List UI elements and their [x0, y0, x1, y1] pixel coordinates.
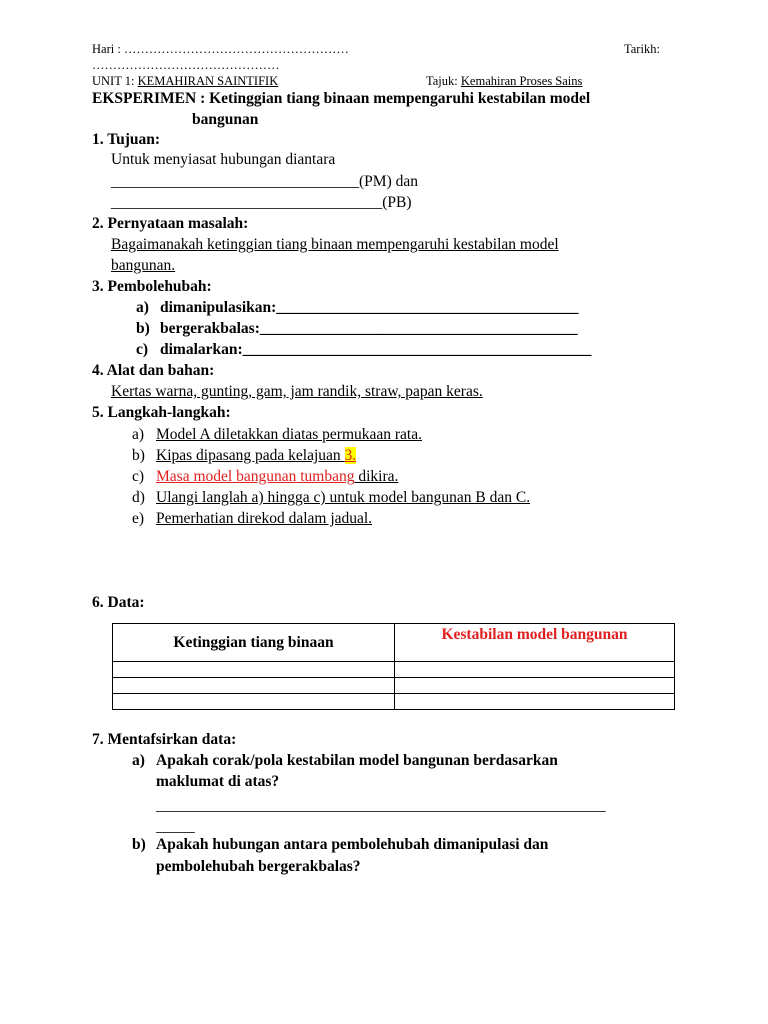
table-cell[interactable]	[113, 678, 395, 694]
item-marker: a)	[132, 426, 145, 443]
tafsir-item-b	[132, 836, 548, 854]
masalah-line2: bangunan.	[111, 257, 176, 274]
table-cell[interactable]	[113, 662, 395, 678]
alat-list: Kertas warna, gunting, gam, jam randik, straw, papan keras.	[111, 383, 483, 400]
data-table	[112, 623, 675, 710]
item-marker: b)	[136, 320, 150, 337]
experiment-title-cont: bangunan	[192, 111, 259, 128]
item-text: bergerakbalas:_________________________________________	[160, 320, 578, 337]
tafsir-item-b-cont: pembolehubah bergerakbalas?	[156, 858, 361, 875]
item-text: dikira.	[354, 468, 399, 485]
langkah-item-c	[132, 468, 398, 486]
section-pembolehubah-heading: 3. Pembolehubah:	[92, 278, 212, 295]
section-tafsir-heading: 7. Mentafsirkan data:	[92, 731, 237, 748]
tujuan-line1: Untuk menyiasat hubungan diantara	[111, 151, 336, 168]
speed-value: 3.	[344, 447, 357, 464]
langkah-item-d	[132, 489, 530, 507]
section-langkah-heading: 5. Langkah-langkah:	[92, 404, 231, 421]
unit-label: UNIT 1:	[92, 74, 135, 88]
tafsir-item-a-cont: maklumat di atas?	[156, 773, 280, 790]
table-cell[interactable]	[395, 678, 675, 694]
item-text: Model A diletakkan diatas permukaan rata.	[156, 426, 422, 443]
item-marker: b)	[132, 836, 146, 853]
section-alat-heading: 4. Alat dan bahan:	[92, 362, 215, 379]
pembolehubah-item-b	[136, 320, 578, 338]
tujuan-blank-pm: ________________________________(PM) dan	[111, 173, 418, 190]
tajuk-label: Tajuk:	[426, 74, 458, 88]
table-row	[113, 694, 675, 710]
tafsir-answer-blank: __________________________________________________________	[156, 797, 606, 814]
section-masalah-heading: 2. Pernyataan masalah:	[92, 215, 249, 232]
unit-name: KEMAHIRAN SAINTIFIK	[137, 74, 279, 88]
pembolehubah-item-a	[136, 299, 579, 317]
table-header-kestabilan: Kestabilan model bangunan	[395, 624, 675, 662]
unit-line	[92, 74, 278, 89]
item-text: Kipas dipasang pada kelajuan	[156, 447, 345, 464]
tajuk-name: Kemahiran Proses Sains	[460, 74, 583, 88]
tafsir-answer-blank-cont: _____	[156, 818, 195, 835]
item-text: Ulangi langlah a) hingga c) untuk model bangunan B dan C.	[156, 489, 531, 506]
item-text: Apakah corak/pola kestabilan model bangunan berdasarkan	[156, 752, 558, 769]
item-marker: a)	[136, 299, 149, 316]
item-text: dimalarkan:_____________________________________________	[160, 341, 592, 358]
item-text: Apakah hubungan antara pembolehubah dimanipulasi dan	[156, 836, 549, 853]
langkah-item-a	[132, 426, 422, 444]
langkah-item-b	[132, 447, 356, 465]
table-cell[interactable]	[395, 662, 675, 678]
tujuan-blank-pb: ___________________________________(PB)	[111, 194, 412, 211]
item-text-highlight: Masa model bangunan tumbang	[156, 468, 355, 485]
tarikh-dots: ………………………………………	[92, 58, 280, 72]
item-marker: b)	[132, 447, 145, 464]
tajuk-line	[426, 74, 582, 89]
pembolehubah-item-c	[136, 341, 591, 359]
masalah-line1: Bagaimanakah ketinggian tiang binaan mempengaruhi kestabilan model	[111, 236, 559, 253]
item-marker: e)	[132, 510, 145, 527]
section-data-heading: 6. Data:	[92, 594, 145, 611]
tarikh-label: Tarikh:	[624, 42, 660, 56]
langkah-item-e	[132, 510, 372, 528]
table-header-ketinggian: Ketinggian tiang binaan	[113, 624, 395, 662]
hari-field: Hari : ………………………………………………	[92, 42, 349, 56]
item-text: dimanipulasikan:_______________________________________	[160, 299, 579, 316]
table-row	[113, 678, 675, 694]
item-marker: c)	[136, 341, 149, 358]
table-cell[interactable]	[395, 694, 675, 710]
section-tujuan-heading: 1. Tujuan:	[92, 131, 161, 148]
table-cell[interactable]	[113, 694, 395, 710]
item-marker: c)	[132, 468, 145, 485]
item-marker: d)	[132, 489, 145, 506]
table-row	[113, 662, 675, 678]
table-header-row	[113, 624, 675, 662]
tafsir-item-a	[132, 752, 558, 770]
item-text: Pemerhatian direkod dalam jadual.	[156, 510, 373, 527]
item-marker: a)	[132, 752, 145, 769]
experiment-title: EKSPERIMEN : Ketinggian tiang binaan mempengaruhi kestabilan model	[92, 90, 591, 107]
